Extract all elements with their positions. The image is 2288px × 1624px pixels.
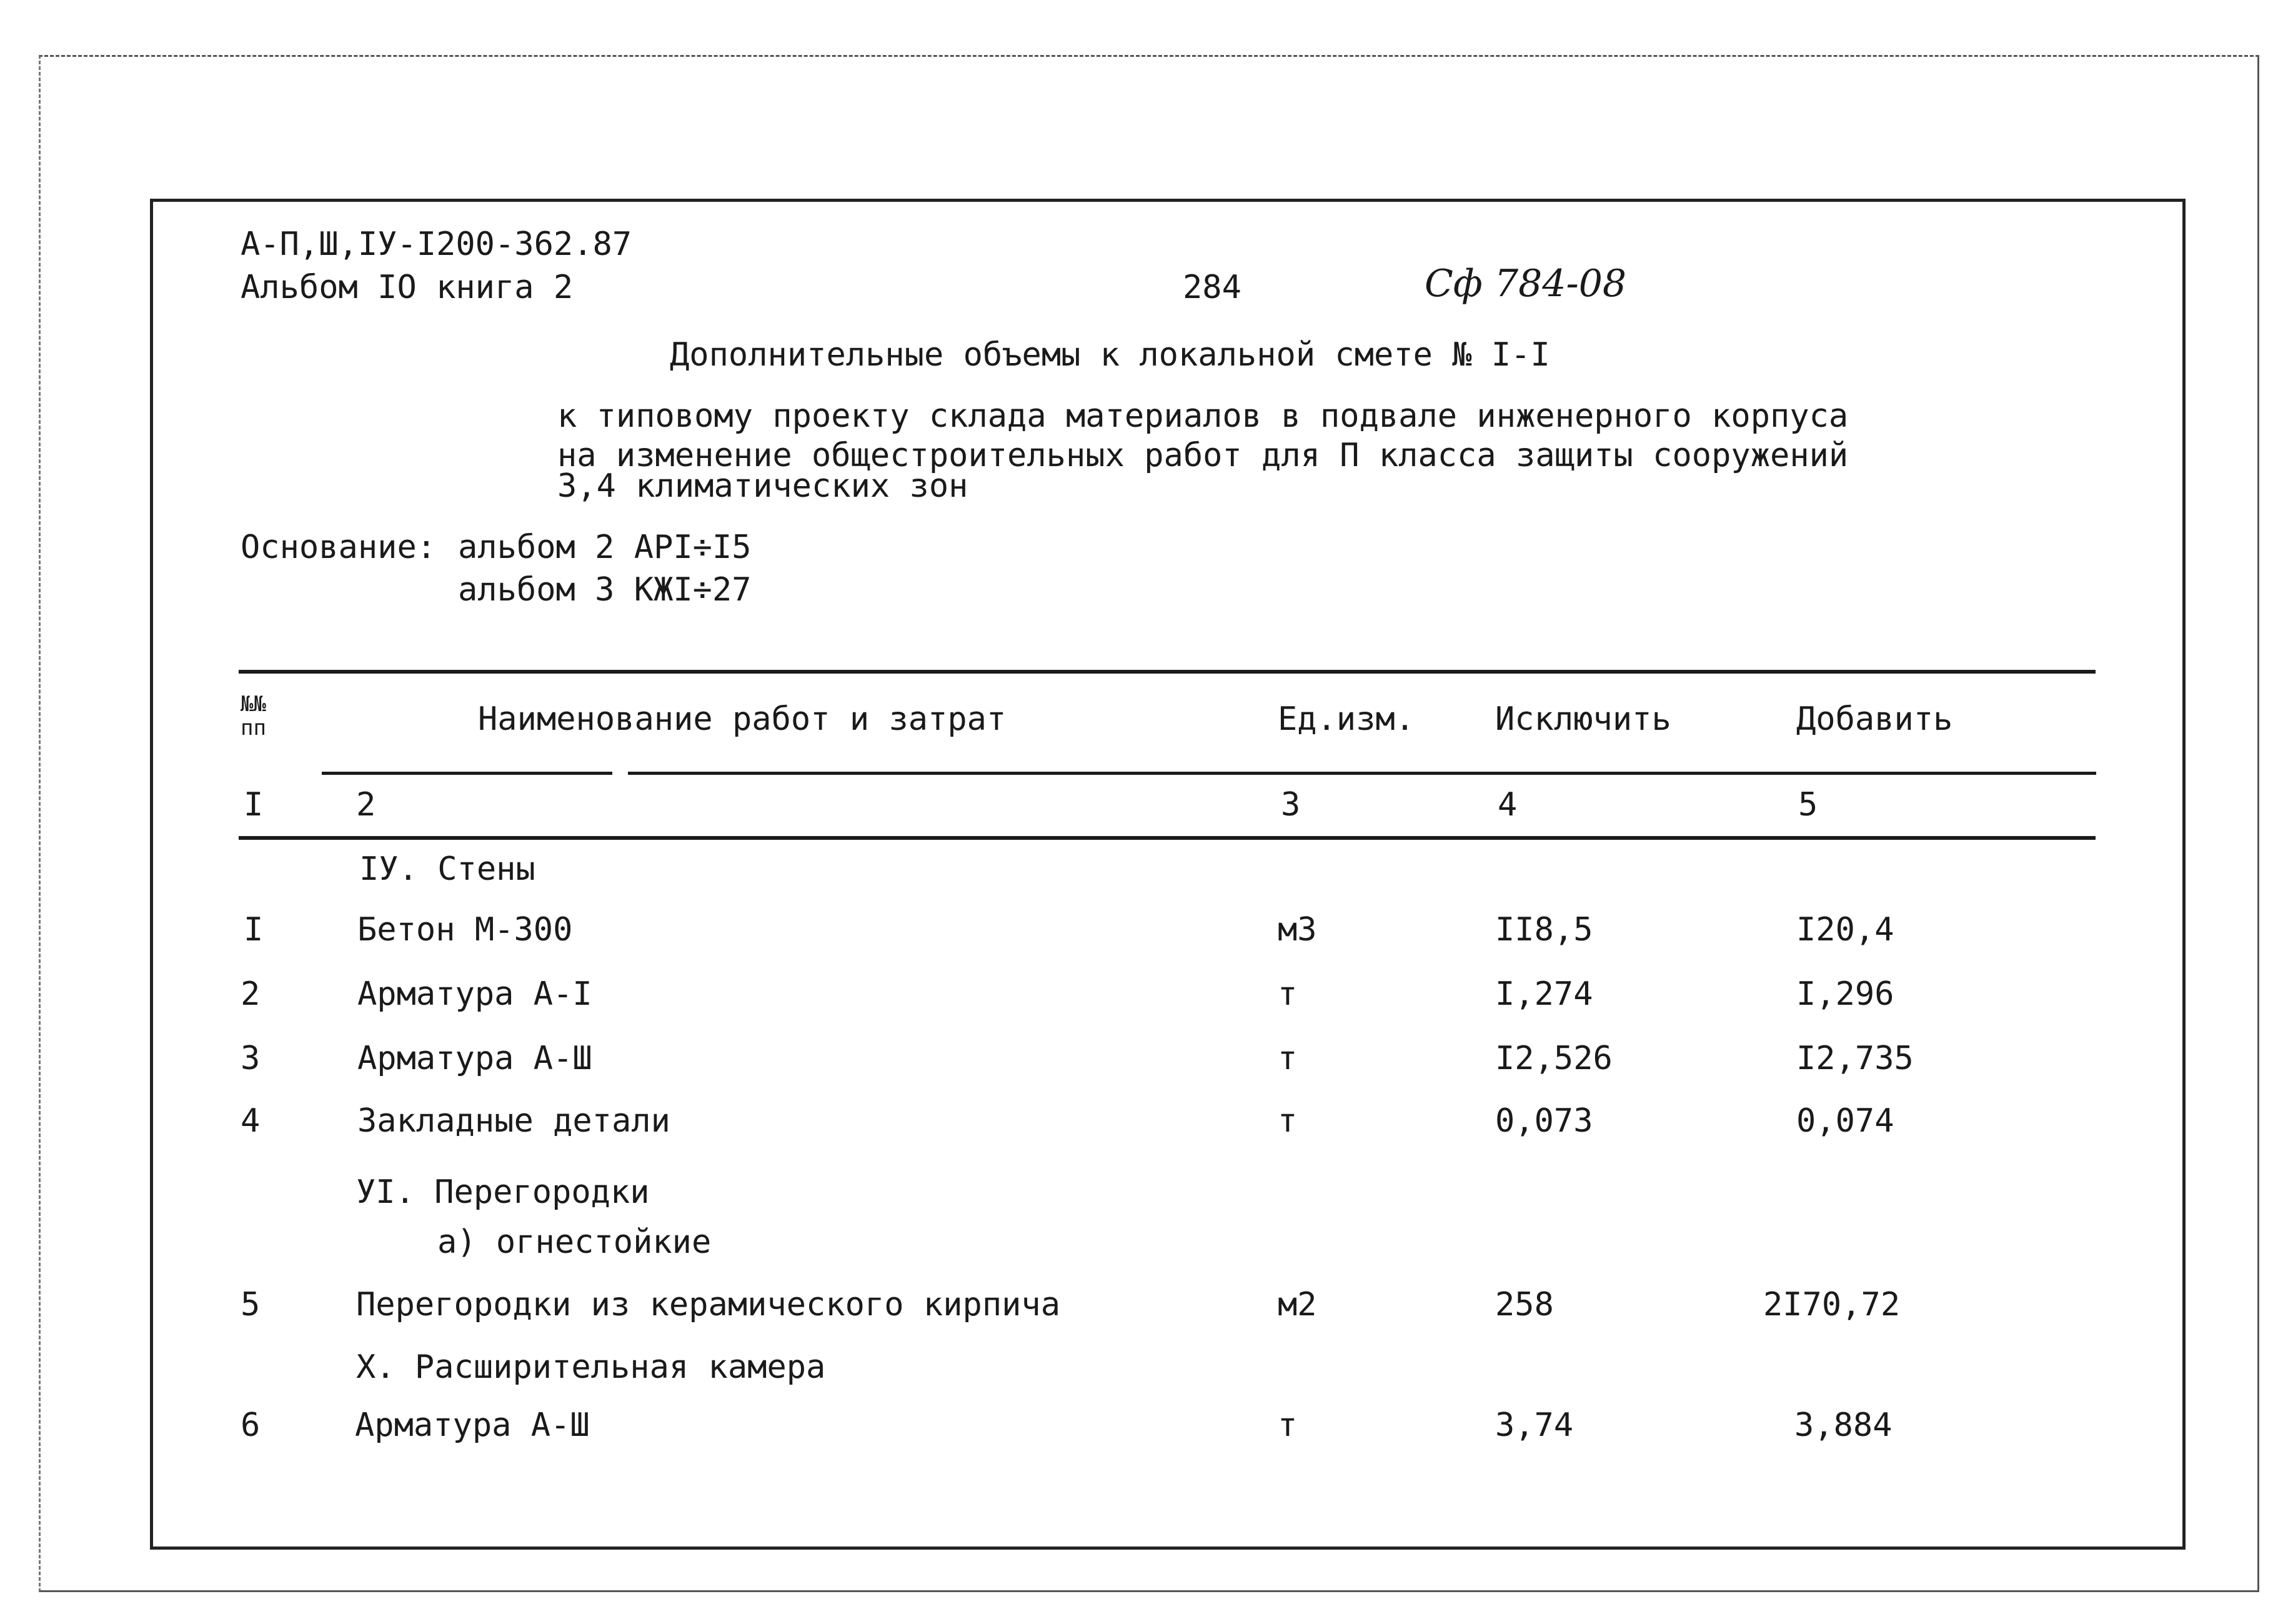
- basis-line-1: альбом 2 АРI÷I5: [458, 529, 752, 566]
- col-number-4: 4: [1498, 786, 1518, 824]
- basis-line-2: альбом 3 КЖI÷27: [458, 571, 752, 609]
- row-unit: т: [1278, 975, 1298, 1013]
- header-num: №№ пп: [241, 692, 266, 740]
- row-num: 6: [241, 1407, 261, 1444]
- subtitle-line-3: 3,4 климатических зон: [557, 467, 968, 505]
- row-unit: т: [1278, 1040, 1298, 1077]
- col-number-2: 2: [356, 786, 376, 824]
- row-exclude: 3,74: [1495, 1407, 1574, 1444]
- row-exclude: I,274: [1495, 975, 1593, 1013]
- row-unit: т: [1278, 1102, 1298, 1140]
- header-add: Добавить: [1796, 700, 1953, 738]
- row-name: Перегородки из керамического кирпича: [356, 1286, 1061, 1323]
- col-number-3: 3: [1281, 786, 1301, 824]
- row-exclude: 258: [1495, 1286, 1554, 1323]
- row-add: 0,074: [1796, 1102, 1894, 1140]
- document-title: Дополнительные объемы к локальной смете № I-I: [670, 336, 1550, 374]
- section-title: IУ. Стены: [359, 850, 535, 888]
- col-number-5: 5: [1798, 786, 1818, 824]
- row-add: I20,4: [1796, 911, 1894, 949]
- section-subtitle: а) огнестойкие: [437, 1223, 712, 1261]
- row-num: 3: [241, 1040, 261, 1077]
- header-exclude: Исключить: [1495, 700, 1671, 738]
- row-exclude: II8,5: [1495, 911, 1593, 949]
- row-unit: м3: [1278, 911, 1317, 949]
- header-rule-right: [628, 772, 2096, 775]
- row-unit: т: [1278, 1407, 1298, 1444]
- header-rule-left: [322, 772, 612, 775]
- basis-label: Основание:: [241, 529, 437, 566]
- handwritten-stamp: Сф 784-08: [1425, 262, 1627, 306]
- header-name: Наименование работ и затрат: [478, 700, 1007, 738]
- section-title: X. Расширительная камера: [356, 1348, 826, 1386]
- row-name: Арматура А-I: [357, 975, 592, 1013]
- document-code: А-П,Ш,IУ-I200-362.87: [241, 226, 632, 263]
- row-exclude: 0,073: [1495, 1102, 1593, 1140]
- row-num: I: [244, 911, 264, 949]
- row-add: 2I70,72: [1763, 1286, 1901, 1323]
- table-top-rule: [239, 670, 2096, 674]
- row-add: I2,735: [1796, 1040, 1914, 1077]
- section-title: УI. Перегородки: [356, 1173, 650, 1211]
- header-unit: Ед.изм.: [1278, 700, 1415, 738]
- row-add: I,296: [1796, 975, 1894, 1013]
- col-number-1: I: [244, 786, 264, 824]
- row-num: 5: [241, 1286, 261, 1323]
- row-unit: м2: [1278, 1286, 1317, 1323]
- row-add: 3,884: [1794, 1407, 1893, 1444]
- row-name: Закладные детали: [357, 1102, 670, 1140]
- row-name: Арматура А-Ш: [355, 1407, 590, 1444]
- subtitle-line-1: к типовому проекту склада материалов в подвале инженерного корпуса: [557, 397, 1849, 435]
- subtitle-line-2: на изменение общестроительных работ для П класса защиты сооружений: [557, 437, 1849, 474]
- page-number: 284: [1183, 269, 1241, 306]
- row-name: Арматура А-Ш: [357, 1040, 592, 1077]
- row-name: Бетон М-300: [357, 911, 573, 949]
- row-num: 2: [241, 975, 261, 1013]
- album-info: Альбом IO книга 2: [241, 269, 574, 306]
- row-num: 4: [241, 1102, 261, 1140]
- row-exclude: I2,526: [1495, 1040, 1613, 1077]
- col-number-rule: [239, 836, 2096, 840]
